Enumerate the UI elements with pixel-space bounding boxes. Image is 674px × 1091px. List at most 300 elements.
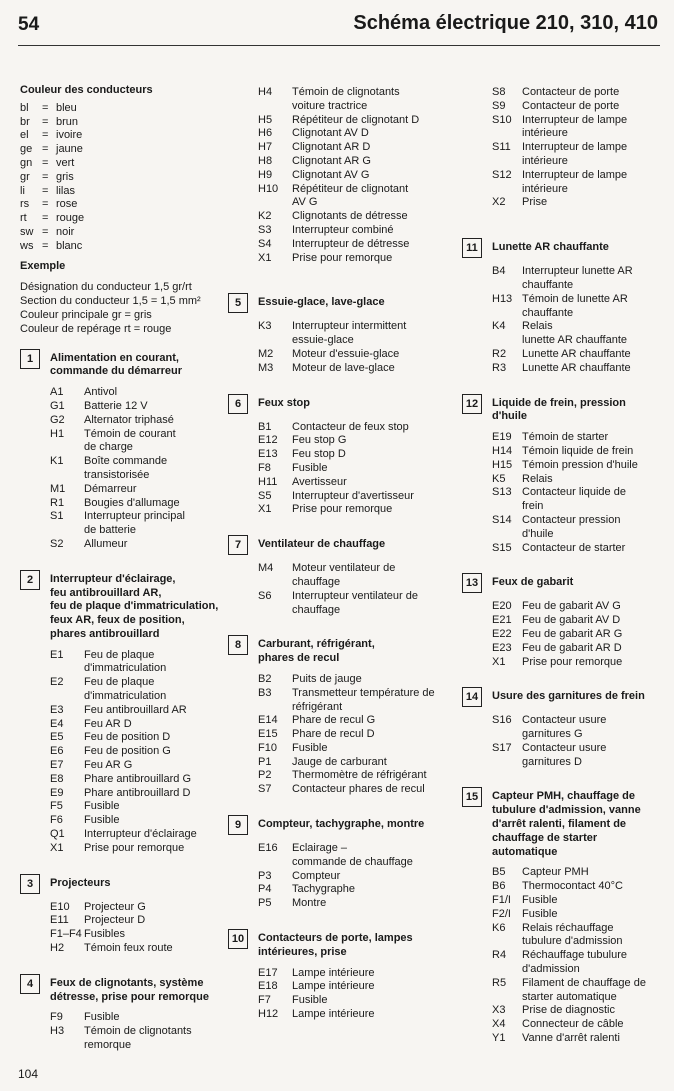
component-entry (228, 114, 453, 128)
color-code: gn (20, 156, 33, 169)
component-code: F1–F4 (50, 928, 82, 941)
section-number: 1 (20, 349, 40, 369)
component-code: S1 (50, 510, 64, 523)
section-header (228, 929, 453, 960)
component-code: S17 (492, 741, 512, 754)
component-label: Fusible (292, 994, 328, 1007)
component-entry (462, 141, 662, 169)
component-entry (462, 628, 662, 642)
component-label: Témoin pression d'huile (522, 458, 638, 471)
component-entry (20, 428, 225, 456)
component-label: Clignotants de détresse (292, 210, 408, 223)
color-code-row (20, 116, 225, 130)
component-label: Interrupteur de lampe intérieure (522, 113, 628, 140)
component-label: Bougies d'allumage (84, 496, 180, 509)
component-code: R4 (492, 949, 507, 962)
equals-sign: = (42, 156, 49, 169)
component-label: Phare antibrouillard G (84, 772, 192, 785)
color-code: br (20, 115, 30, 128)
component-label: Témoin de starter (522, 431, 609, 444)
equals-sign: = (42, 170, 49, 183)
component-code: E8 (50, 772, 64, 785)
component-code: S14 (492, 513, 512, 526)
component-entry (20, 814, 225, 828)
component-label: Compteur (292, 869, 341, 882)
component-code: G1 (50, 399, 65, 412)
component-entry (462, 459, 662, 473)
component-label: Témoin liquide de frein (522, 444, 634, 457)
component-code: H12 (258, 1008, 279, 1021)
component-code: P1 (258, 755, 272, 768)
component-label: Interrupteur lunette AR chauffante (522, 265, 633, 291)
component-entry (20, 914, 225, 928)
component-label: Alternator triphasé (84, 413, 174, 426)
component-code: E7 (50, 759, 64, 772)
component-label: Témoin de clignotants voiture tractrice (292, 86, 400, 112)
component-entry (228, 673, 453, 687)
color-name: vert (56, 156, 75, 169)
component-entry (20, 731, 225, 745)
component-label: Clignotant AR G (292, 154, 371, 167)
component-label: Capteur PMH (522, 866, 589, 879)
component-label: Allumeur (84, 537, 128, 550)
component-label: Relais (522, 472, 553, 485)
column-2 (228, 86, 453, 1040)
component-label: Moteur de lave-glace (292, 361, 395, 374)
component-entry (20, 759, 225, 773)
component-entry (228, 320, 453, 348)
component-label: Prise pour remorque (522, 655, 623, 668)
section-number: 6 (228, 394, 248, 414)
color-codes-block (20, 84, 225, 337)
color-code: ws (20, 239, 34, 252)
section-14 (462, 687, 662, 769)
component-entry (462, 922, 662, 950)
component-label: Vanne d'arrêt ralenti (522, 1032, 620, 1045)
component-label: Fusible (292, 741, 328, 754)
component-code: H14 (492, 444, 513, 457)
component-entry (20, 510, 225, 538)
component-label: Boîte commande transistorisée (84, 455, 168, 481)
equals-sign: = (42, 212, 49, 225)
color-name: gris (56, 170, 74, 183)
component-entry (228, 980, 453, 994)
component-code: S9 (492, 99, 506, 112)
color-code-row (20, 157, 225, 171)
component-code: E22 (492, 627, 512, 640)
component-code: F6 (50, 814, 63, 827)
component-label: Phare antibrouillard D (84, 786, 191, 799)
component-label: Moteur d'essuie-glace (292, 347, 400, 360)
component-label: Contacteur usure garnitures D (522, 741, 607, 768)
component-label: Prise pour remorque (292, 503, 393, 516)
component-label: Lunette AR chauffante (522, 361, 631, 374)
component-entry (20, 483, 225, 497)
example-line: Couleur de repérage rt = rouge (20, 322, 172, 335)
example-line: Désignation du conducteur 1,5 gr/rt (20, 281, 192, 294)
component-code: S2 (50, 537, 64, 550)
color-code: gr (20, 170, 30, 183)
color-code-row (20, 212, 225, 226)
component-label: Antivol (84, 386, 118, 399)
component-entry (462, 169, 662, 197)
component-code: Q1 (50, 828, 65, 841)
component-label: Contacteur de starter (522, 541, 626, 554)
section-number: 7 (228, 535, 248, 555)
component-code: X4 (492, 1018, 506, 1031)
component-code: F10 (258, 741, 277, 754)
component-label: Avertisseur (292, 475, 347, 488)
component-entry (228, 224, 453, 238)
component-label: Répétiteur de clignotant AV G (292, 182, 409, 209)
component-code: P4 (258, 883, 272, 896)
component-code: F7 (258, 994, 271, 1007)
equals-sign: = (42, 143, 49, 156)
section-number: 14 (462, 687, 482, 707)
component-entry (228, 448, 453, 462)
component-label: Prise pour remorque (84, 841, 185, 854)
section-10 (228, 929, 453, 1022)
equals-sign: = (42, 239, 49, 252)
component-code: X3 (492, 1004, 506, 1017)
component-entry (462, 473, 662, 487)
section-number: 8 (228, 635, 248, 655)
component-code: M2 (258, 347, 274, 360)
component-code: Y1 (492, 1032, 506, 1045)
component-entry (228, 967, 453, 981)
component-code: X2 (492, 196, 506, 209)
component-entry (462, 614, 662, 628)
component-entry (462, 293, 662, 321)
section-7 (228, 535, 453, 617)
component-entry (20, 386, 225, 400)
component-label: Lunette AR chauffante (522, 347, 631, 360)
component-code: H9 (258, 168, 273, 181)
section-header (20, 974, 225, 1005)
component-entry (228, 421, 453, 435)
component-label: Relais réchauffage tubulure d'admission (522, 921, 623, 948)
component-label: Moteur ventilateur de chauffage (292, 562, 396, 588)
component-entry (228, 842, 453, 870)
section-title: Interrupteur d'éclairage, feu antibrouillard AR, feu de plaque d'immatriculation, feux AR, feux de position, phares antibrouillard (50, 572, 219, 640)
component-code: E1 (50, 648, 64, 661)
color-code-row (20, 226, 225, 240)
component-code: E11 (50, 914, 69, 927)
section-header (20, 874, 225, 894)
component-code: M3 (258, 361, 274, 374)
component-entry (462, 86, 662, 100)
component-code: S8 (492, 86, 506, 98)
color-code-row (20, 171, 225, 185)
component-label: Feu de plaque d'immatriculation (84, 676, 167, 703)
component-entry (228, 783, 453, 797)
component-entry (462, 431, 662, 445)
component-entry (228, 490, 453, 504)
component-code: S15 (492, 541, 512, 554)
section-9 (228, 815, 453, 911)
component-code: E10 (50, 900, 70, 913)
component-entry (228, 86, 453, 114)
component-entry (462, 894, 662, 908)
component-code: K3 (258, 320, 272, 333)
component-entry (462, 949, 662, 977)
section-15 (462, 787, 662, 1045)
section-number: 5 (228, 293, 248, 313)
component-label: Feu stop G (292, 434, 347, 447)
color-name: lilas (56, 184, 75, 197)
component-code: E20 (492, 600, 512, 613)
component-code: E4 (50, 717, 64, 730)
component-label: Interrupteur de lampe intérieure (522, 168, 628, 195)
component-label: Thermomètre de réfrigérant (292, 769, 427, 782)
component-entry (20, 942, 225, 956)
component-label: Feu de gabarit AR G (522, 627, 623, 640)
component-label: Eclairage – commande de chauffage (292, 842, 413, 868)
component-code: X1 (492, 655, 506, 668)
component-code: P2 (258, 769, 272, 782)
component-code: S13 (492, 486, 512, 499)
component-code: R1 (50, 496, 65, 509)
section-12 (462, 394, 662, 556)
section-8 (228, 635, 453, 797)
component-label: Transmetteur température de réfrigérant (292, 686, 435, 713)
component-entry (20, 773, 225, 787)
component-entry (20, 787, 225, 801)
component-entry (228, 897, 453, 911)
component-code: R3 (492, 361, 507, 374)
component-code: E16 (258, 842, 278, 855)
component-entry (20, 704, 225, 718)
color-code: li (20, 184, 25, 197)
component-label: Phare de recul G (292, 714, 376, 727)
section-4 (20, 974, 225, 1053)
component-entry (228, 476, 453, 490)
section-2 (20, 570, 225, 856)
component-code: X1 (258, 251, 272, 264)
component-code: E6 (50, 745, 64, 758)
component-code: E13 (258, 448, 278, 461)
component-label: Feu antibrouillard AR (84, 703, 187, 716)
component-entry (228, 127, 453, 141)
component-code: S6 (258, 589, 272, 602)
component-code: H13 (492, 292, 513, 305)
component-code: X1 (50, 841, 64, 854)
component-entry (462, 1032, 662, 1046)
component-label: Feu AR G (84, 759, 133, 772)
component-code: K1 (50, 455, 64, 468)
component-code: E15 (258, 728, 278, 741)
component-entry (462, 656, 662, 670)
component-label: Prise de diagnostic (522, 1004, 615, 1017)
section-title: Capteur PMH, chauffage de tubulure d'admission, vanne d'arrêt ralenti, filament de chauffage de starter automatique (492, 790, 641, 858)
component-entry (462, 880, 662, 894)
component-entry (20, 745, 225, 759)
component-code: K4 (492, 320, 506, 333)
component-code: P5 (258, 897, 272, 910)
component-code: B3 (258, 686, 272, 699)
component-entry (20, 1011, 225, 1025)
component-label: Fusible (522, 907, 558, 920)
component-code: H10 (258, 182, 279, 195)
component-entry (462, 866, 662, 880)
component-code: E9 (50, 786, 64, 799)
component-code: H8 (258, 154, 273, 167)
component-entry (228, 687, 453, 715)
color-code-row (20, 102, 225, 116)
component-code: E12 (258, 434, 278, 447)
component-entry (228, 503, 453, 517)
color-code: rt (20, 212, 27, 225)
color-code: ge (20, 143, 33, 156)
equals-sign: = (42, 129, 49, 142)
component-label: Fusibles (84, 928, 125, 941)
component-code: S10 (492, 113, 512, 126)
component-label: Contacteur phares de recul (292, 783, 425, 796)
component-entry (228, 169, 453, 183)
component-entry (228, 994, 453, 1008)
continued-entries (462, 86, 662, 210)
component-entry (462, 514, 662, 542)
equals-sign: = (42, 198, 49, 211)
component-label: Interrupteur de lampe intérieure (522, 141, 628, 167)
page-number: 54 (18, 14, 40, 35)
example-line: Section du conducteur 1,5 = 1,5 mm² (20, 295, 201, 308)
component-code: K2 (258, 210, 272, 223)
example-line: Couleur principale gr = gris (20, 308, 152, 321)
component-entry (228, 238, 453, 252)
component-code: H3 (50, 1025, 65, 1038)
section-number: 12 (462, 394, 482, 414)
equals-sign: = (42, 101, 49, 114)
color-codes-heading: Couleur des conducteurs (20, 84, 153, 96)
component-code: E19 (492, 431, 512, 444)
component-code: H1 (50, 427, 65, 440)
section-3 (20, 874, 225, 956)
component-label: Contacteur de porte (522, 99, 620, 112)
component-entry (228, 562, 453, 590)
section-title: Contacteurs de porte, lampes intérieures, prise (258, 932, 413, 958)
component-entry (462, 600, 662, 614)
component-code: E3 (50, 703, 64, 716)
color-name: noir (56, 225, 75, 238)
component-code: S12 (492, 168, 512, 181)
component-entry (462, 908, 662, 922)
component-label: Projecteur G (84, 900, 146, 913)
component-code: E23 (492, 641, 512, 654)
section-number: 9 (228, 815, 248, 835)
component-code: R2 (492, 347, 507, 360)
component-label: Puits de jauge (292, 672, 362, 685)
component-label: Lampe intérieure (292, 1008, 375, 1021)
section-header (462, 687, 662, 707)
component-entry (20, 676, 225, 704)
component-entry (462, 196, 662, 210)
component-label: Témoin de lunette AR chauffante (522, 292, 628, 319)
component-label: Connecteur de câble (522, 1018, 624, 1031)
component-code: F5 (50, 800, 63, 813)
component-code: X1 (258, 503, 272, 516)
color-code: bl (20, 101, 29, 114)
component-label: Démarreur (84, 482, 137, 495)
section-header (228, 815, 453, 835)
equals-sign: = (42, 115, 49, 128)
component-entry (228, 870, 453, 884)
component-label: Interrupteur d'avertisseur (292, 489, 414, 502)
component-entry (20, 828, 225, 842)
component-code: H5 (258, 113, 273, 126)
component-label: Feu de position D (84, 731, 171, 744)
component-entry (462, 362, 662, 376)
component-code: K5 (492, 472, 506, 485)
component-entry (228, 210, 453, 224)
component-label: Feu AR D (84, 717, 132, 730)
component-code: S11 (492, 141, 511, 154)
component-label: Feu de plaque d'immatriculation (84, 648, 167, 675)
section-11 (462, 238, 662, 375)
component-entry (228, 728, 453, 742)
component-label: Interrupteur combiné (292, 223, 394, 236)
component-code: R5 (492, 976, 507, 989)
header-rule (18, 45, 660, 46)
component-entry (462, 642, 662, 656)
component-entry (20, 497, 225, 511)
footer-page-number: 104 (18, 1067, 39, 1081)
component-entry (20, 842, 225, 856)
color-name: blanc (56, 239, 83, 252)
color-code: sw (20, 225, 34, 238)
component-code: E17 (258, 966, 278, 979)
component-label: Phare de recul D (292, 728, 375, 741)
component-code: E18 (258, 980, 278, 993)
component-code: S3 (258, 223, 272, 236)
section-header (462, 573, 662, 593)
component-code: G2 (50, 413, 65, 426)
component-entry (228, 141, 453, 155)
component-entry (20, 928, 225, 942)
section-number: 11 (462, 238, 482, 258)
section-header (20, 349, 225, 380)
component-label: Témoin de clignotants remorque (84, 1025, 192, 1052)
component-label: Contacteur de feux stop (292, 420, 409, 433)
component-code: H11 (258, 475, 278, 488)
component-entry (20, 649, 225, 677)
component-label: Interrupteur intermittent essuie-glace (292, 320, 407, 347)
section-header (228, 293, 453, 313)
component-entry (228, 183, 453, 211)
section-number: 13 (462, 573, 482, 593)
component-entry (20, 400, 225, 414)
component-code: B6 (492, 880, 506, 893)
component-entry (462, 1018, 662, 1032)
section-1 (20, 349, 225, 552)
component-entry (228, 742, 453, 756)
component-label: Témoin de courant de charge (84, 427, 176, 454)
component-code: S4 (258, 237, 272, 250)
component-entry (20, 718, 225, 732)
component-label: Jauge de carburant (292, 755, 387, 768)
section-title: Compteur, tachygraphe, montre (258, 818, 425, 831)
component-label: Lampe intérieure (292, 980, 375, 993)
component-code: E14 (258, 714, 278, 727)
component-label: Prise pour remorque (292, 251, 393, 264)
component-label: Contacteur liquide de frein (522, 486, 626, 513)
component-entry (228, 362, 453, 376)
color-code-row (20, 185, 225, 199)
component-entry (462, 486, 662, 514)
component-entry (20, 1025, 225, 1053)
component-entry (462, 265, 662, 293)
component-code: S16 (492, 714, 512, 727)
